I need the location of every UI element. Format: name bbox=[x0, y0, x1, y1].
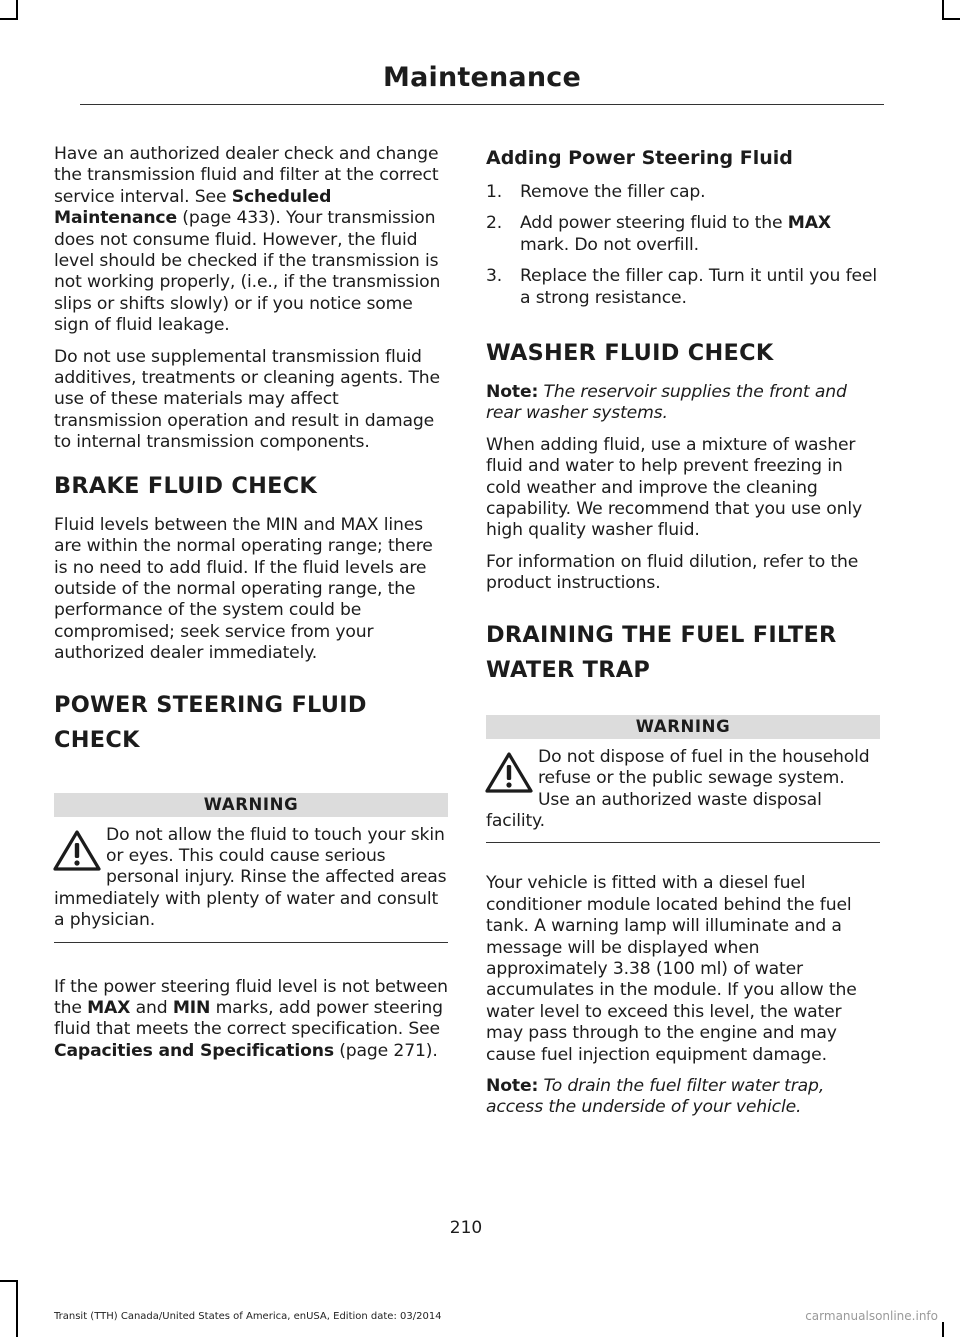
note-text: To drain the fuel filter water trap, access the underside of your vehicle. bbox=[486, 1075, 825, 1118]
text: and bbox=[130, 997, 173, 1018]
crop-mark bbox=[942, 1322, 944, 1337]
heading-line: WATER TRAP bbox=[486, 656, 651, 683]
crop-mark bbox=[0, 18, 18, 20]
warning-header: WARNING bbox=[486, 715, 880, 739]
page-title: Maintenance bbox=[383, 62, 581, 93]
dilution-paragraph: For information on fluid dilution, refer to the product instructions. bbox=[486, 551, 859, 594]
step-text bbox=[520, 182, 705, 203]
washer-paragraph: When adding fluid, use a mixture of washer fluid and water to help prevent freezing in cold weather and improve the cleaning capability. We recommend that you use only high quality washer fluid. bbox=[486, 434, 862, 541]
warning-text: Do not allow the fluid to touch your skin or eyes. This could cause serious personal injury. Rinse the affected areas immediately with plenty of water and consult a physician. bbox=[54, 824, 447, 931]
step-number: 1. bbox=[486, 182, 503, 202]
left-column bbox=[54, 144, 448, 1072]
step-number: 3. bbox=[486, 266, 503, 287]
transmission-paragraph bbox=[54, 144, 448, 337]
step-number: 2. bbox=[486, 213, 503, 234]
text: If the power steering fluid level is not between the bbox=[54, 976, 448, 1018]
step-text bbox=[520, 266, 880, 309]
warning-box bbox=[486, 715, 880, 844]
text: Replace the filler cap. Turn it until you feel a strong resistance. bbox=[520, 266, 877, 308]
heading-line: CHECK bbox=[54, 726, 140, 753]
text: Add power steering fluid to the bbox=[520, 213, 788, 234]
capacities-link[interactable]: Capacities and Specifications bbox=[54, 1040, 334, 1061]
text: Remove the filler cap. bbox=[520, 182, 706, 202]
edition-line: Transit (TTH) Canada/United States of America, enUSA, Edition date: 03/2014 bbox=[54, 1311, 442, 1322]
right-column bbox=[486, 144, 880, 1129]
power-steering-heading bbox=[54, 691, 448, 755]
brake-fluid-paragraph: Fluid levels between the MIN and MAX lines are within the normal operating range; there is no need to add fluid. If the fluid levels are outside of the normal operating range, the performance of the system could be compromised; seek service from your authorized dealer immediately. bbox=[54, 514, 433, 664]
heading-line: DRAINING THE FUEL FILTER bbox=[486, 621, 837, 648]
washer-note bbox=[486, 382, 880, 425]
drain-note bbox=[486, 1076, 880, 1119]
text: mark. Do not overfill. bbox=[520, 234, 699, 255]
additives-paragraph: Do not use supplemental transmission fluid additives, treatments or cleaning agents. The use of these materials may affect transmission operation and result in damage to internal transmission components. bbox=[54, 346, 440, 453]
warning-triangle-icon bbox=[52, 829, 102, 873]
page-header bbox=[80, 62, 884, 105]
steps-list bbox=[486, 182, 880, 309]
text: (page 433). Your transmission does not consume fluid. However, the fluid level should be checked if the transmission is not working properly, (i.e., if the transmission slips or shifts slowly) or if you notice some sign of fluid leakage. bbox=[54, 208, 441, 336]
heading-line: POWER STEERING FLUID bbox=[54, 691, 367, 718]
note-label: Note: bbox=[486, 1075, 539, 1096]
page-number: 210 bbox=[449, 1218, 483, 1238]
crop-mark bbox=[16, 1280, 18, 1337]
min-mark-label: MIN bbox=[172, 997, 211, 1018]
max-mark-label: MAX bbox=[787, 213, 831, 234]
list-item bbox=[486, 182, 880, 203]
crop-mark bbox=[942, 0, 944, 18]
text: Have an authorized dealer check and change the transmission fluid and filter at the correct service interval. See bbox=[54, 144, 439, 207]
washer-fluid-heading: WASHER FLUID CHECK bbox=[486, 340, 774, 367]
warning-triangle-icon bbox=[484, 751, 534, 795]
crop-mark bbox=[942, 18, 960, 20]
warning-text: Do not dispose of fuel in the household refuse or the public sewage system. Use an authorized waste disposal facility. bbox=[486, 746, 870, 831]
list-item bbox=[486, 266, 880, 309]
brake-fluid-heading: BRAKE FLUID CHECK bbox=[54, 472, 318, 499]
power-steering-paragraph bbox=[54, 977, 448, 1063]
fuel-filter-heading bbox=[486, 621, 880, 685]
warning-header: WARNING bbox=[54, 793, 448, 817]
step-text bbox=[520, 213, 880, 256]
max-mark-label: MAX bbox=[87, 997, 131, 1018]
adding-power-steering-heading: Adding Power Steering Fluid bbox=[486, 147, 793, 169]
text: (page 271). bbox=[333, 1040, 438, 1061]
scheduled-maintenance-link[interactable]: Scheduled Maintenance bbox=[54, 186, 332, 229]
note-label: Note: bbox=[486, 382, 539, 403]
warning-box bbox=[54, 793, 448, 943]
warning-body bbox=[54, 825, 448, 932]
crop-mark bbox=[16, 0, 18, 18]
list-item bbox=[486, 213, 880, 256]
warning-body bbox=[486, 747, 880, 833]
fuel-conditioner-paragraph: Your vehicle is fitted with a diesel fuel conditioner module located behind the fuel tank. A warning lamp will illuminate and a message will be displayed when approximately 3.38 (100 ml) of water accumulates in the module. If you allow the water level to exceed this level, the water may pass through to the engine and may cause fuel injection equipment damage. bbox=[486, 873, 857, 1065]
text: marks, add power steering fluid that meets the correct specification. See bbox=[54, 997, 443, 1040]
watermark: carmanualsonline.info bbox=[805, 1309, 938, 1323]
note-text: The reservoir supplies the front and rear washer systems. bbox=[486, 382, 847, 424]
